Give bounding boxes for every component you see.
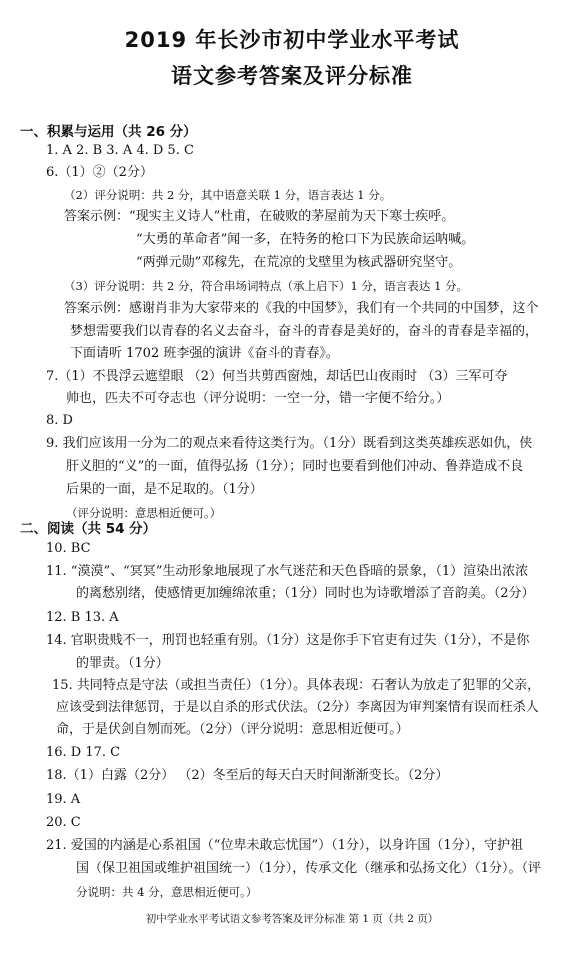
q15-line-3: 命，于是伏剑自刎而死。（2分）（评分说明：意思相近便可。） <box>56 722 409 737</box>
section-heading-2: 二、阅读（共 54 分） <box>20 521 157 537</box>
q9-line-4: （评分说明：意思相近便可。） <box>66 506 222 520</box>
q6-line-7: 答案示例：感谢肖非为大家带来的《我的中国梦》，我们有一个共同的中国梦，这个 <box>64 301 539 316</box>
q9-line-3: 后果的一面，是不足取的。（1分） <box>66 482 263 497</box>
q9-line-1: 9. 我们应该用一分为二的观点来看待这类行为。（1分）既看到这类英雄疾恶如仇，侠 <box>46 436 533 451</box>
q21-line-2: 国（保卫祖国或维护祖国统一）（1分），传承文化（继承和弘扬文化）（1分）。（评 <box>76 861 542 876</box>
q18-answer: 18.（1）白露（2分） （2）冬至后的每天白天时间渐渐变长。（2分） <box>46 768 449 783</box>
q6-line-5: “两弹元勋”邓稼先，在荒凉的戈壁里为核武器研究坚守。 <box>136 255 462 270</box>
q6-line-6: （3）评分说明：共 2 分，符合串场词特点（承上启下）1 分，语言表达 1 分。 <box>64 279 469 293</box>
q6-line-1: 6.（1）②（2分） <box>46 165 153 180</box>
q21-line-3: 分说明：共 4 分，意思相近便可。） <box>76 885 258 899</box>
q19-answer: 19. A <box>46 792 81 807</box>
q15-line-1: 15. 共同特点是守法（或担当责任）（1分）。具体表现：石奢认为放走了犯罪的父亲， <box>52 678 541 693</box>
page-subtitle: 语文参考答案及评分标准 <box>171 64 413 88</box>
q15-line-2: 应该受到法律惩罚，于是以自杀的形式伏法。（2分）李离因为审判案情有误而枉杀人 <box>56 700 539 715</box>
q6-line-9: 下面请听 1702 班李强的演讲《奋斗的青春》。 <box>70 346 339 361</box>
q10-answer: 10. BC <box>46 541 91 556</box>
q6-line-3: 答案示例：“现实主义诗人”杜甫，在破败的茅屋前为天下寒士疾呼。 <box>64 209 455 224</box>
q6-line-8: 梦想需要我们以青春的名义去奋斗，奋斗的青春是美好的，奋斗的青春是幸福的， <box>70 324 539 339</box>
q20-answer: 20. C <box>46 815 81 830</box>
q8-answer: 8. D <box>46 413 73 428</box>
q7-line-2: 帅也，匹夫不可夺志也（评分说明：一空一分，错一字便不给分。） <box>66 391 450 406</box>
answers-12-13: 12. B 13. A <box>46 610 119 625</box>
section-heading-1: 一、积累与运用（共 26 分） <box>20 124 197 140</box>
q7-line-1: 7.（1）不畏浮云遮望眼 （2）何当共剪西窗烛，却话巴山夜雨时 （3）三军可夺 <box>46 369 508 384</box>
answers-1-5: 1. A 2. B 3. A 4. D 5. C <box>46 143 194 158</box>
q21-line-1: 21. 爱国的内涵是心系祖国（“位卑未敢忘忧国”）（1分），以身许国（1分），守护祖 <box>46 838 524 853</box>
q11-line-2: 的离愁别绪，使感情更加缠绵浓重；（1分）同时也为诗歌增添了音韵美。（2分） <box>76 586 535 601</box>
page-title: 2019 年长沙市初中学业水平考试 <box>124 28 460 52</box>
q9-line-2: 肝义胆的“义”的一面，值得弘扬（1分）；同时也要看到他们冲动、鲁莽造成不良 <box>66 459 524 474</box>
q14-line-1: 14. 官职贵贱不一，刑罚也轻重有别。（1分）这是你手下官吏有过失（1分），不是你 <box>46 633 530 648</box>
q6-line-4: “大勇的革命者”闻一多，在特务的枪口下为民族命运呐喊。 <box>136 232 475 247</box>
q6-line-2: （2）评分说明：共 2 分，其中语意关联 1 分，语言表达 1 分。 <box>64 188 392 202</box>
q14-line-2: 的罪责。（1分） <box>76 656 169 671</box>
q11-line-1: 11. “漠漠”、“冥冥”生动形象地展现了水气迷茫和天色昏暗的景象，（1）渲染出浓浓 <box>46 564 529 579</box>
answers-16-17: 16. D 17. C <box>46 745 121 760</box>
page-footer: 初中学业水平考试语文参考答案及评分标准 第 1 页（共 2 页） <box>145 913 439 925</box>
